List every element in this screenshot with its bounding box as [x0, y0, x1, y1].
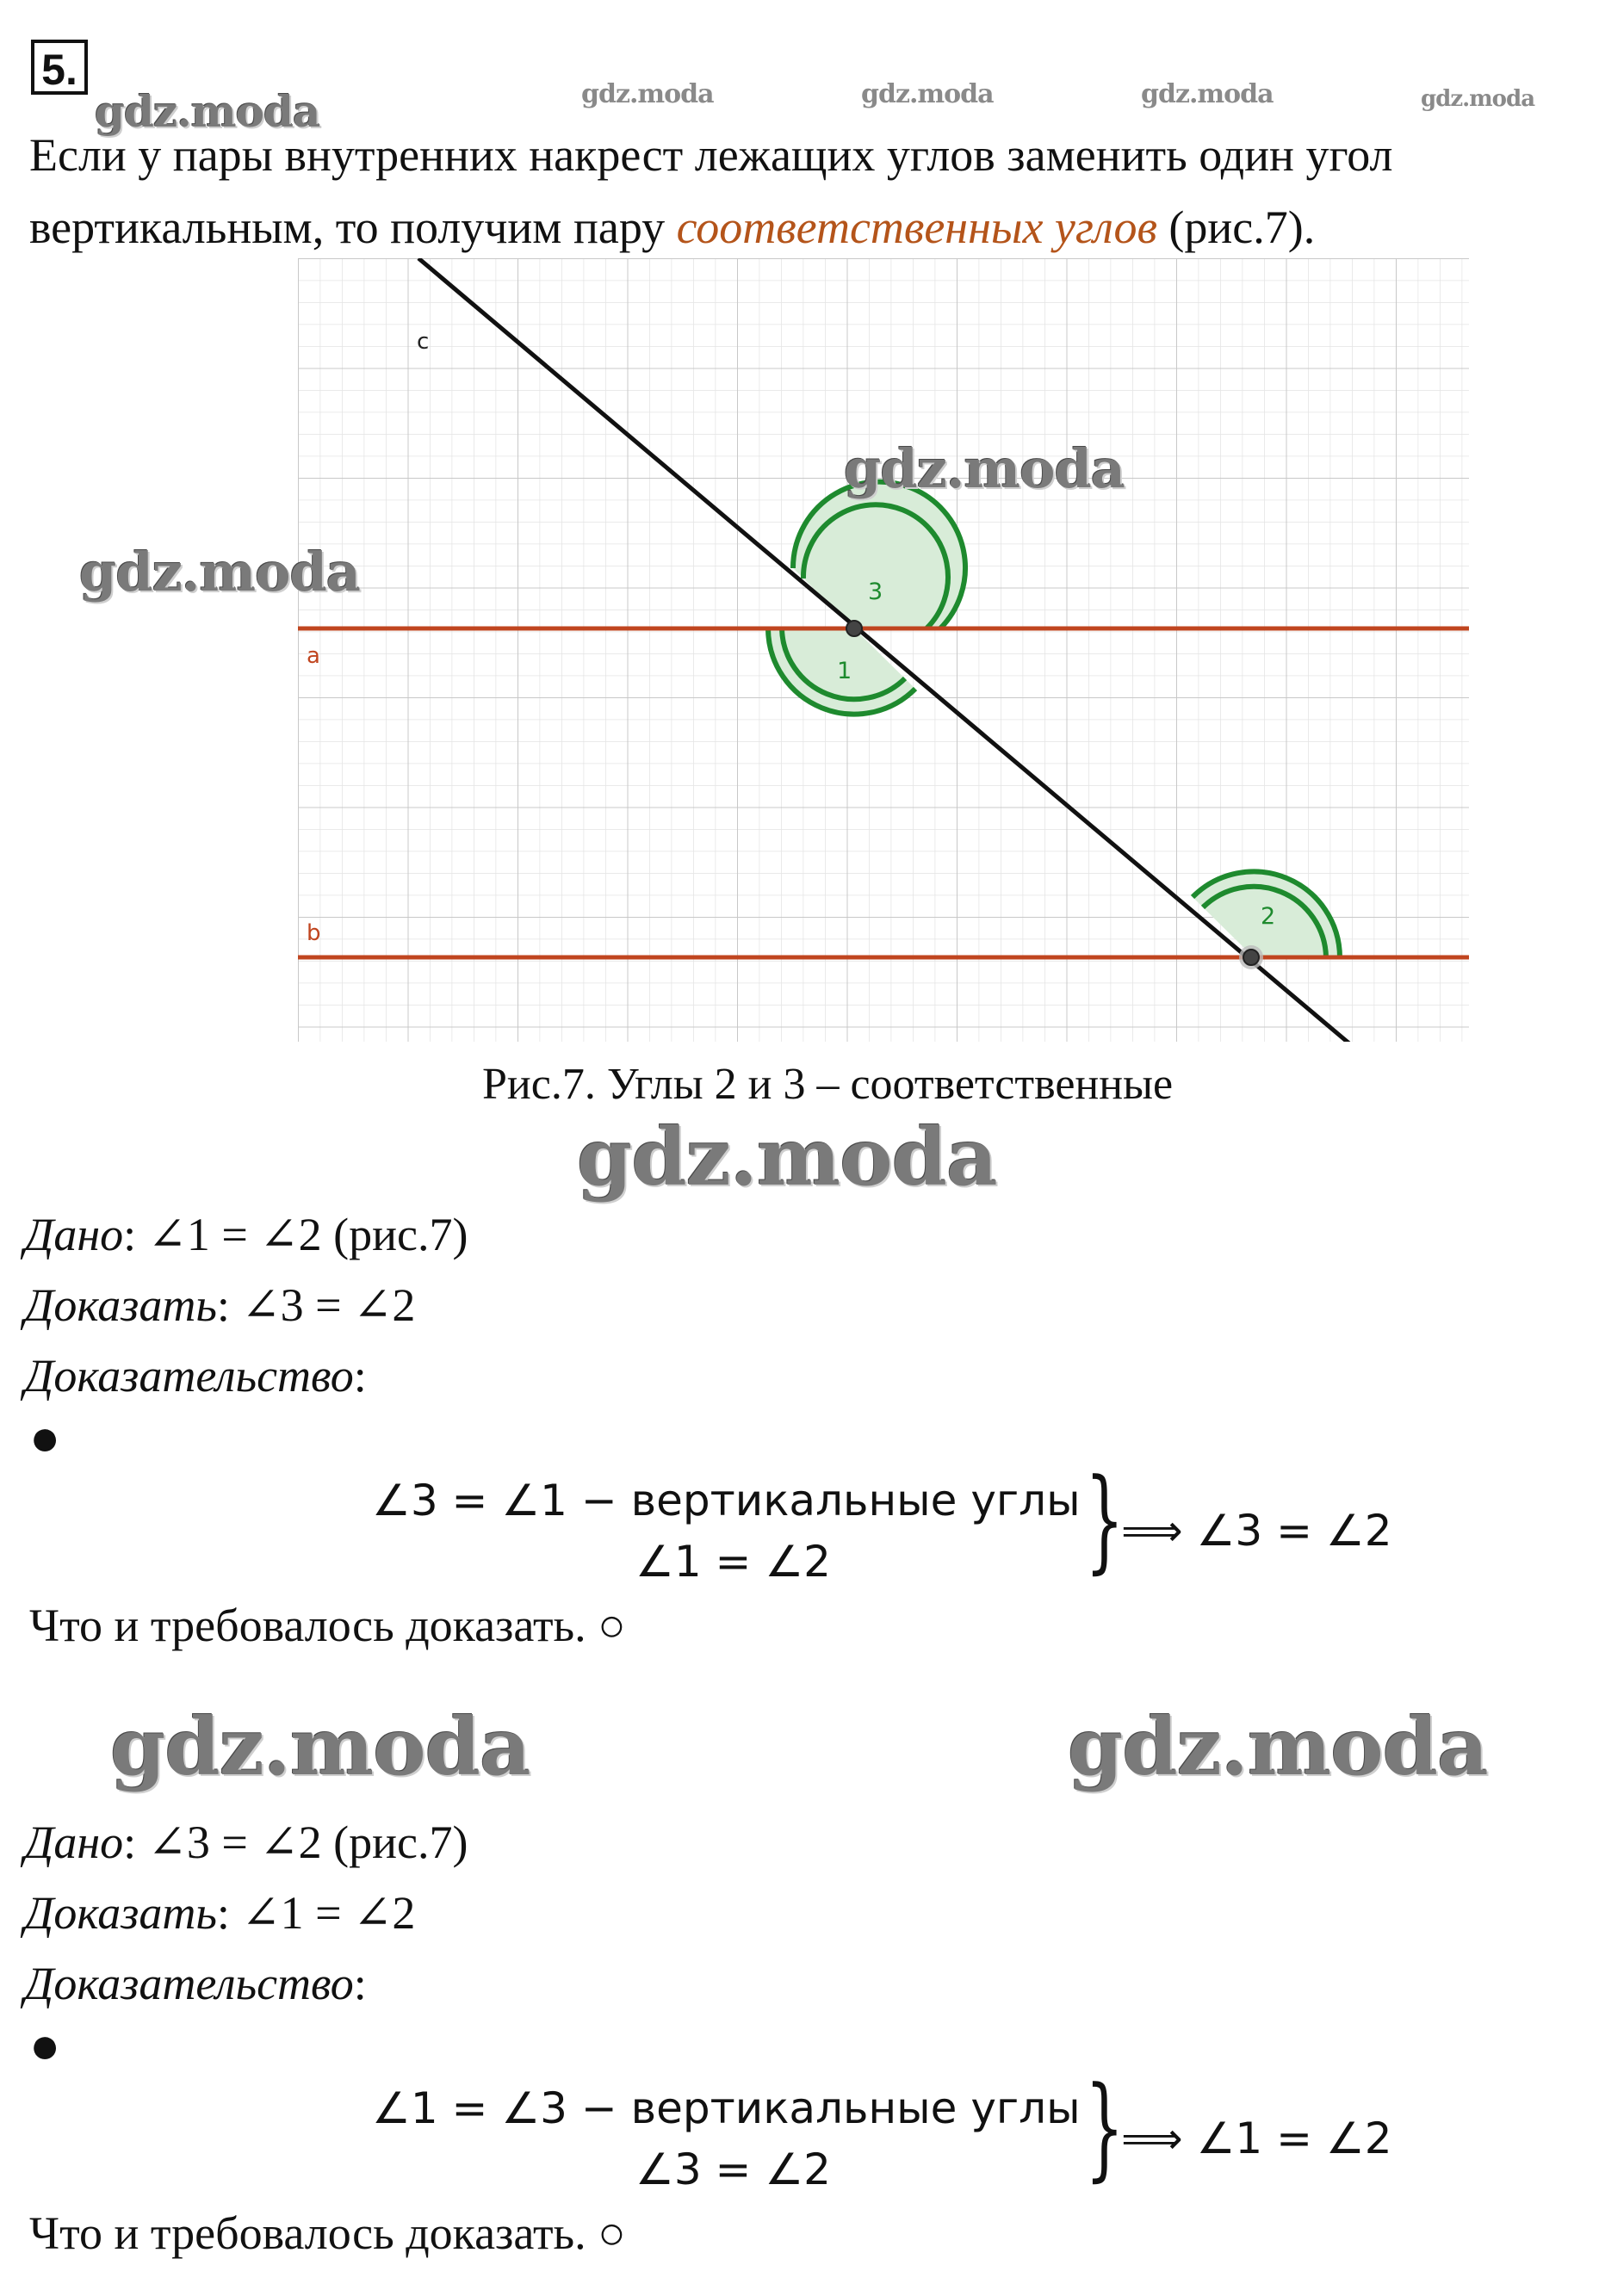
equation-conclusion: ⟹ ∠1 = ∠2 — [1121, 2113, 1392, 2163]
equation-line-2: ∠1 = ∠2 — [635, 1537, 831, 1587]
watermark: gdz.moda — [110, 1700, 530, 1793]
brace: } — [1085, 1454, 1125, 1585]
proof-colon: : — [353, 1958, 367, 2009]
intro-paragraph — [29, 119, 1571, 263]
equation-line-1: ∠1 = ∠3 − вертикальные углы — [372, 2083, 1081, 2133]
prove-label: Доказать — [24, 1279, 217, 1331]
proof-heading-2 — [24, 1956, 367, 2011]
bullet: ● — [29, 2017, 61, 2074]
prove-label: Доказать — [24, 1887, 217, 1939]
watermark: gdz.moda — [861, 79, 994, 109]
intro-highlight: соответственных углов — [676, 201, 1157, 253]
proof-colon: : — [353, 1350, 367, 1402]
given-1 — [24, 1207, 468, 1262]
equation-line-1: ∠3 = ∠1 − вертикальные углы — [372, 1476, 1081, 1526]
label-a: a — [307, 643, 320, 669]
proof-label: Доказательство — [24, 1958, 354, 2009]
figure-7 — [298, 258, 1469, 1042]
watermark: gdz.moda — [1141, 79, 1274, 109]
prove-value: : ∠3 = ∠2 — [216, 1279, 416, 1331]
intro-text-end: (рис.7). — [1156, 201, 1316, 253]
given-label: Дано — [24, 1209, 124, 1260]
watermark: gdz.moda — [844, 437, 1125, 500]
label-angle-1: 1 — [837, 658, 852, 684]
label-angle-2: 2 — [1261, 903, 1276, 930]
prove-1 — [24, 1278, 415, 1333]
brace: } — [1085, 2062, 1125, 2193]
intro-text: Если у пары внутренних накрест лежащих углов заменить один угол вертикальным, то получим пару — [29, 129, 1393, 253]
figure-caption: Рис.7. Углы 2 и 3 – соответственные — [482, 1060, 1174, 1109]
prove-2 — [24, 1885, 415, 1940]
given-value: : ∠3 = ∠2 (рис.7) — [123, 1816, 468, 1868]
watermark: gdz.moda — [95, 86, 320, 137]
equation-line-2: ∠3 = ∠2 — [635, 2144, 831, 2194]
point-b-c-core — [1243, 950, 1259, 965]
problem-number: 5. — [31, 40, 88, 95]
given-2 — [24, 1815, 468, 1870]
proof-label: Доказательство — [24, 1350, 354, 1402]
watermark: gdz.moda — [79, 541, 360, 603]
watermark: gdz.moda — [1421, 86, 1535, 112]
bullet: ● — [29, 1409, 61, 1466]
point-a-c — [846, 621, 862, 636]
watermark: gdz.moda — [577, 1111, 997, 1204]
proof-heading-1 — [24, 1348, 367, 1403]
qed-1: Что и требовалось доказать. ○ — [29, 1600, 626, 1651]
watermark: gdz.moda — [581, 79, 714, 109]
label-c: c — [417, 329, 430, 355]
given-label: Дано — [24, 1816, 124, 1868]
watermark: gdz.moda — [1068, 1700, 1488, 1793]
qed-2: Что и требовалось доказать. ○ — [29, 2207, 626, 2259]
prove-value: : ∠1 = ∠2 — [216, 1887, 416, 1939]
label-b: b — [307, 920, 321, 946]
equation-conclusion: ⟹ ∠3 = ∠2 — [1121, 1506, 1392, 1556]
given-value: : ∠1 = ∠2 (рис.7) — [123, 1209, 468, 1260]
label-angle-3: 3 — [868, 579, 883, 605]
